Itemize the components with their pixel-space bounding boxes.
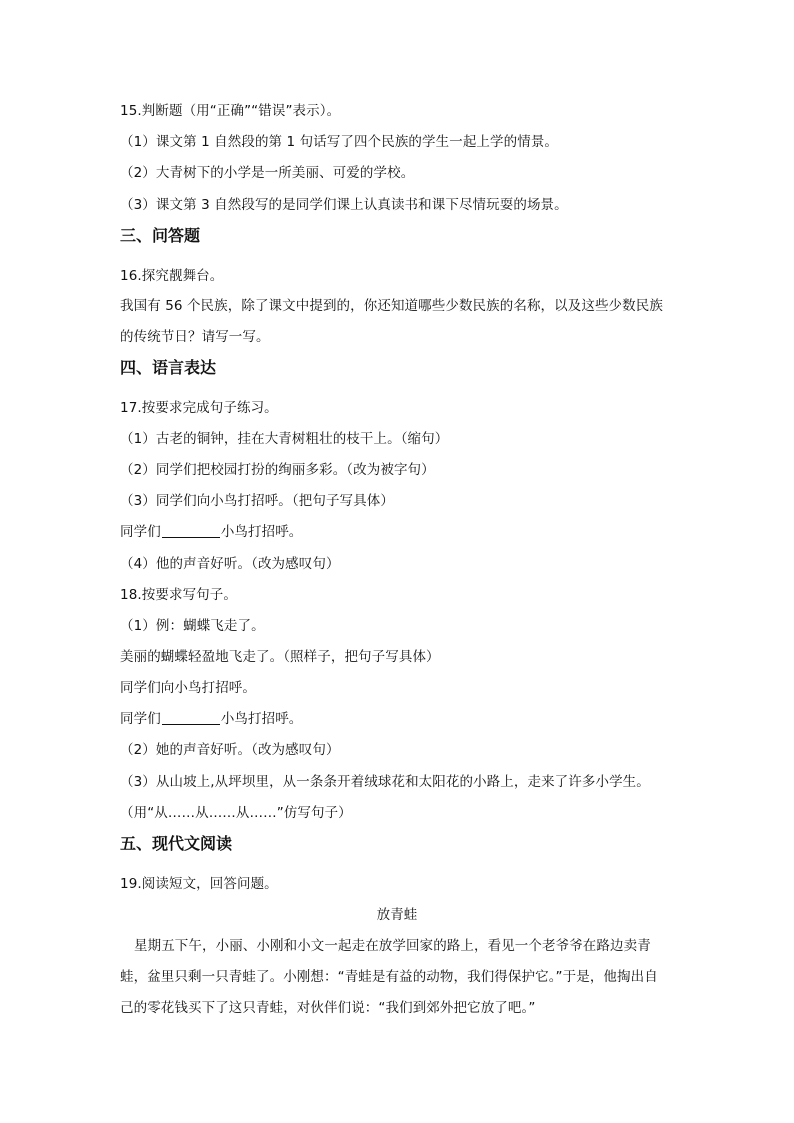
q18-title: 18.按要求写句子。 bbox=[120, 587, 237, 603]
section-heading-4: 四、语言表达 bbox=[120, 358, 217, 377]
answer-blank bbox=[162, 523, 220, 538]
blank-prefix: 同学们 bbox=[120, 524, 161, 540]
section-heading-5: 五、现代文阅读 bbox=[120, 834, 233, 853]
q16-title: 16.探究靓舞台。 bbox=[120, 268, 224, 284]
q19-title: 19.阅读短文，回答问题。 bbox=[120, 876, 278, 892]
passage-line-2: 蛙，盆里只剩一只青蛙了。小刚想：“青蛙是有益的动物，我们得保护它。”于是，他掏出自 bbox=[120, 969, 658, 985]
q15-item-1: （1）课文第 1 自然段的第 1 句话写了四个民族的学生一起上学的情景。 bbox=[120, 134, 559, 150]
q18-item-2: （2）她的声音好听。（改为感叹句） bbox=[120, 742, 340, 758]
q17-item-3: （3）同学们向小鸟打招呼。（把句子写具体） bbox=[120, 493, 394, 509]
blank-suffix: 小鸟打招呼。 bbox=[220, 711, 303, 727]
passage-title: 放青蛙 bbox=[376, 907, 418, 923]
answer-blank bbox=[162, 710, 220, 725]
q16-line-2: 的传统节日？请写一写。 bbox=[120, 329, 270, 345]
q17-item-2: （2）同学们把校园打扮的绚丽多彩。（改为被字句） bbox=[120, 462, 435, 478]
q15-item-2: （2）大青树下的小学是一所美丽、可爱的学校。 bbox=[120, 165, 415, 181]
passage-line-3: 己的零花钱买下了这只青蛙，对伙伴们说：“我们到郊外把它放了吧。” bbox=[120, 1000, 536, 1016]
q17-item-1: （1）古老的铜钟，挂在大青树粗壮的枝干上。（缩句） bbox=[120, 431, 449, 447]
q15-title: 15.判断题（用“正确”“错误”表示）。 bbox=[120, 103, 341, 119]
q16-line-1: 我国有 56 个民族，除了课文中提到的，你还知道哪些少数民族的名称，以及这些少数民族 bbox=[120, 298, 663, 314]
passage-line-1: 星期五下午，小丽、小刚和小文一起走在放学回家的路上，看见一个老爷爷在路边卖青 bbox=[134, 938, 651, 954]
q17-fill-blank bbox=[120, 522, 302, 542]
q18-item-3: （3）从山坡上,从坪坝里，从一条条开着绒球花和太阳花的小路上，走来了许多小学生。 bbox=[120, 774, 650, 790]
blank-suffix: 小鸟打招呼。 bbox=[220, 524, 303, 540]
q18-example: （1）例：蝴蝶飞走了。 bbox=[120, 618, 265, 634]
q15-item-3: （3）课文第 3 自然段写的是同学们课上认真读书和课下尽情玩耍的场景。 bbox=[120, 197, 568, 213]
q18-example-expanded: 美丽的蝴蝶轻盈地飞走了。（照样子，把句子写具体） bbox=[120, 649, 440, 665]
q18-sentence: 同学们向小鸟打招呼。 bbox=[120, 680, 256, 696]
q18-fill-blank bbox=[120, 709, 302, 729]
q17-item-4: （4）他的声音好听。（改为感叹句） bbox=[120, 556, 340, 572]
q18-item-3-note: （用“从……从……从……”仿写句子） bbox=[120, 805, 352, 821]
blank-prefix: 同学们 bbox=[120, 711, 161, 727]
section-heading-3: 三、问答题 bbox=[120, 226, 201, 245]
q17-title: 17.按要求完成句子练习。 bbox=[120, 400, 278, 416]
